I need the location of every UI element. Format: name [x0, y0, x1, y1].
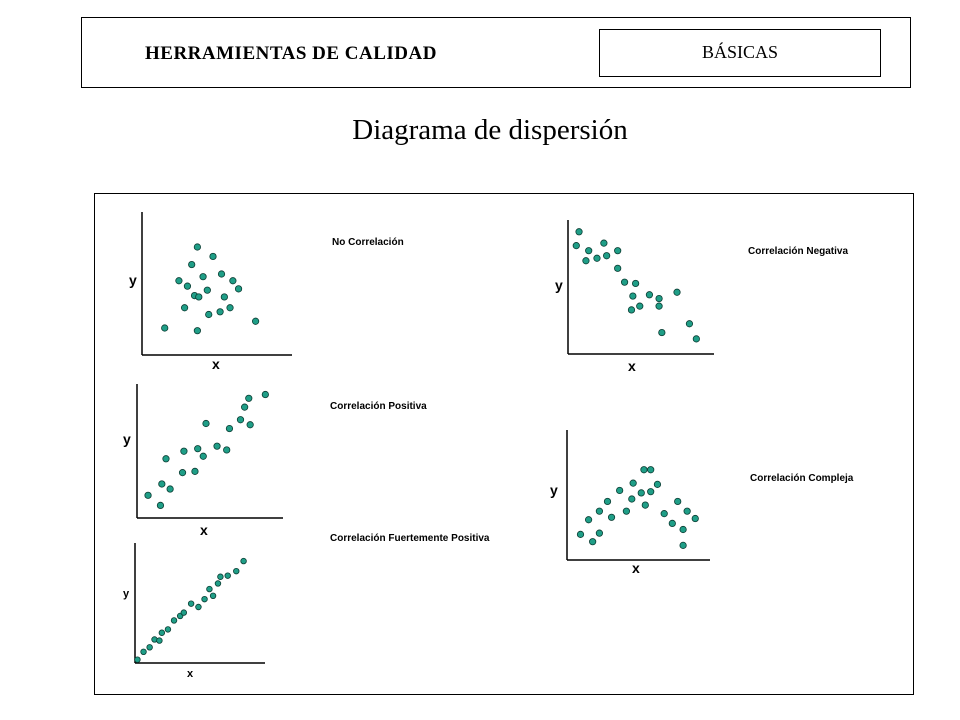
- scatter-point: [614, 247, 620, 253]
- scatter-point: [596, 508, 602, 514]
- scatter-plot-strong-positive-correlation: [115, 545, 265, 685]
- scatter-point: [638, 490, 644, 496]
- scatter-point: [596, 530, 602, 536]
- scatter-point: [576, 229, 582, 235]
- category-badge: [599, 29, 881, 77]
- scatter-point: [194, 244, 200, 250]
- scatter-point: [637, 303, 643, 309]
- x-axis-label: x: [632, 560, 640, 576]
- scatter-point: [623, 508, 629, 514]
- scatter-point: [226, 425, 232, 431]
- scatter-point: [196, 294, 202, 300]
- scatter-point: [181, 610, 187, 616]
- scatter-point: [684, 508, 690, 514]
- scatter-point: [159, 481, 165, 487]
- scatter-point: [181, 448, 187, 454]
- scatter-point: [680, 542, 686, 548]
- scatter-point: [614, 265, 620, 271]
- scatter-point: [585, 517, 591, 523]
- scatter-point: [192, 468, 198, 474]
- scatter-point: [656, 303, 662, 309]
- scatter-point: [646, 292, 652, 298]
- scatter-point: [221, 294, 227, 300]
- caption-complex-correlation: Correlación Compleja: [750, 473, 854, 484]
- y-axis-label: y: [123, 588, 130, 600]
- scatter-point: [215, 581, 221, 587]
- scatter-point: [629, 496, 635, 502]
- scatter-point: [233, 568, 239, 574]
- scatter-point: [202, 596, 208, 602]
- scatter-point: [189, 261, 195, 267]
- scatter-point: [586, 247, 592, 253]
- scatter-point: [230, 278, 236, 284]
- scatter-point: [203, 420, 209, 426]
- scatter-point: [252, 318, 258, 324]
- scatter-point: [594, 255, 600, 261]
- scatter-point: [241, 404, 247, 410]
- scatter-point: [200, 453, 206, 459]
- category-badge-label: BÁSICAS: [701, 42, 779, 62]
- scatter-point: [632, 280, 638, 286]
- scatter-point: [247, 422, 253, 428]
- scatter-point: [659, 329, 665, 335]
- scatter-point: [604, 498, 610, 504]
- scatter-point: [654, 481, 660, 487]
- scatter-point: [237, 417, 243, 423]
- scatter-point: [262, 391, 268, 397]
- scatter-point: [235, 286, 241, 292]
- scatter-point: [680, 526, 686, 532]
- x-axis-label: x: [187, 668, 194, 680]
- page-title: Diagrama de dispersión: [352, 114, 628, 146]
- scatter-point: [165, 627, 171, 633]
- scatter-point: [217, 309, 223, 315]
- scatter-point: [194, 328, 200, 334]
- scatter-point: [157, 638, 163, 644]
- scatter-point: [601, 240, 607, 246]
- scatter-point: [608, 514, 614, 520]
- scatter-point: [603, 253, 609, 259]
- y-axis-label: y: [555, 277, 563, 293]
- scatter-point: [171, 618, 177, 624]
- scatter-point: [176, 278, 182, 284]
- scatter-point: [577, 531, 583, 537]
- scatter-point: [207, 586, 213, 592]
- scatter-plot-positive-correlation: [115, 384, 285, 539]
- scatter-point: [573, 242, 579, 248]
- scatter-point: [167, 486, 173, 492]
- scatter-point: [621, 279, 627, 285]
- y-axis-label: y: [129, 272, 137, 288]
- scatter-point: [692, 515, 698, 521]
- scatter-point: [145, 492, 151, 498]
- scatter-point: [163, 456, 169, 462]
- scatter-point: [674, 289, 680, 295]
- scatter-point: [147, 645, 153, 651]
- caption-strong-positive-correlation: Correlación Fuertemente Positiva: [330, 533, 490, 544]
- header-title: HERRAMIENTAS DE CALIDAD: [145, 43, 437, 64]
- scatter-point: [224, 447, 230, 453]
- scatter-plot-negative-correlation: [540, 218, 720, 378]
- scatter-point: [188, 601, 194, 607]
- x-axis-label: x: [628, 358, 636, 374]
- scatter-point: [218, 574, 224, 580]
- scatter-point: [141, 649, 147, 655]
- caption-no-correlation: No Correlación: [332, 237, 404, 248]
- scatter-point: [135, 657, 141, 663]
- scatter-point: [616, 487, 622, 493]
- scatter-point: [157, 502, 163, 508]
- scatter-point: [630, 480, 636, 486]
- scatter-point: [206, 311, 212, 317]
- scatter-point: [241, 558, 247, 564]
- scatter-point: [628, 307, 634, 313]
- x-axis-label: x: [200, 522, 208, 538]
- scatter-point: [159, 630, 165, 636]
- scatter-point: [210, 593, 216, 599]
- scatter-point: [218, 271, 224, 277]
- scatter-point: [195, 446, 201, 452]
- scatter-point: [648, 467, 654, 473]
- scatter-point: [200, 274, 206, 280]
- x-axis-label: x: [212, 356, 220, 372]
- scatter-point: [648, 488, 654, 494]
- scatter-point: [214, 443, 220, 449]
- scatter-point: [642, 502, 648, 508]
- scatter-point: [179, 469, 185, 475]
- scatter-point: [661, 510, 667, 516]
- caption-positive-correlation: Correlación Positiva: [330, 401, 427, 412]
- scatter-point: [227, 305, 233, 311]
- scatter-point: [184, 283, 190, 289]
- y-axis-label: y: [550, 482, 558, 498]
- scatter-point: [246, 395, 252, 401]
- scatter-plot-no-correlation: [120, 205, 320, 380]
- scatter-point: [225, 573, 231, 579]
- scatter-point: [675, 498, 681, 504]
- scatter-point: [630, 293, 636, 299]
- scatter-point: [210, 253, 216, 259]
- scatter-point: [196, 604, 202, 610]
- scatter-plot-complex-correlation: [540, 428, 710, 576]
- scatter-point: [181, 305, 187, 311]
- caption-negative-correlation: Correlación Negativa: [748, 246, 849, 257]
- scatter-point: [204, 287, 210, 293]
- scatter-point: [162, 325, 168, 331]
- y-axis-label: y: [123, 431, 131, 447]
- scatter-point: [589, 539, 595, 545]
- scatter-point: [669, 520, 675, 526]
- scatter-point: [686, 321, 692, 327]
- scatter-point: [693, 336, 699, 342]
- scatter-point: [641, 467, 647, 473]
- scatter-point: [656, 295, 662, 301]
- scatter-point: [583, 258, 589, 264]
